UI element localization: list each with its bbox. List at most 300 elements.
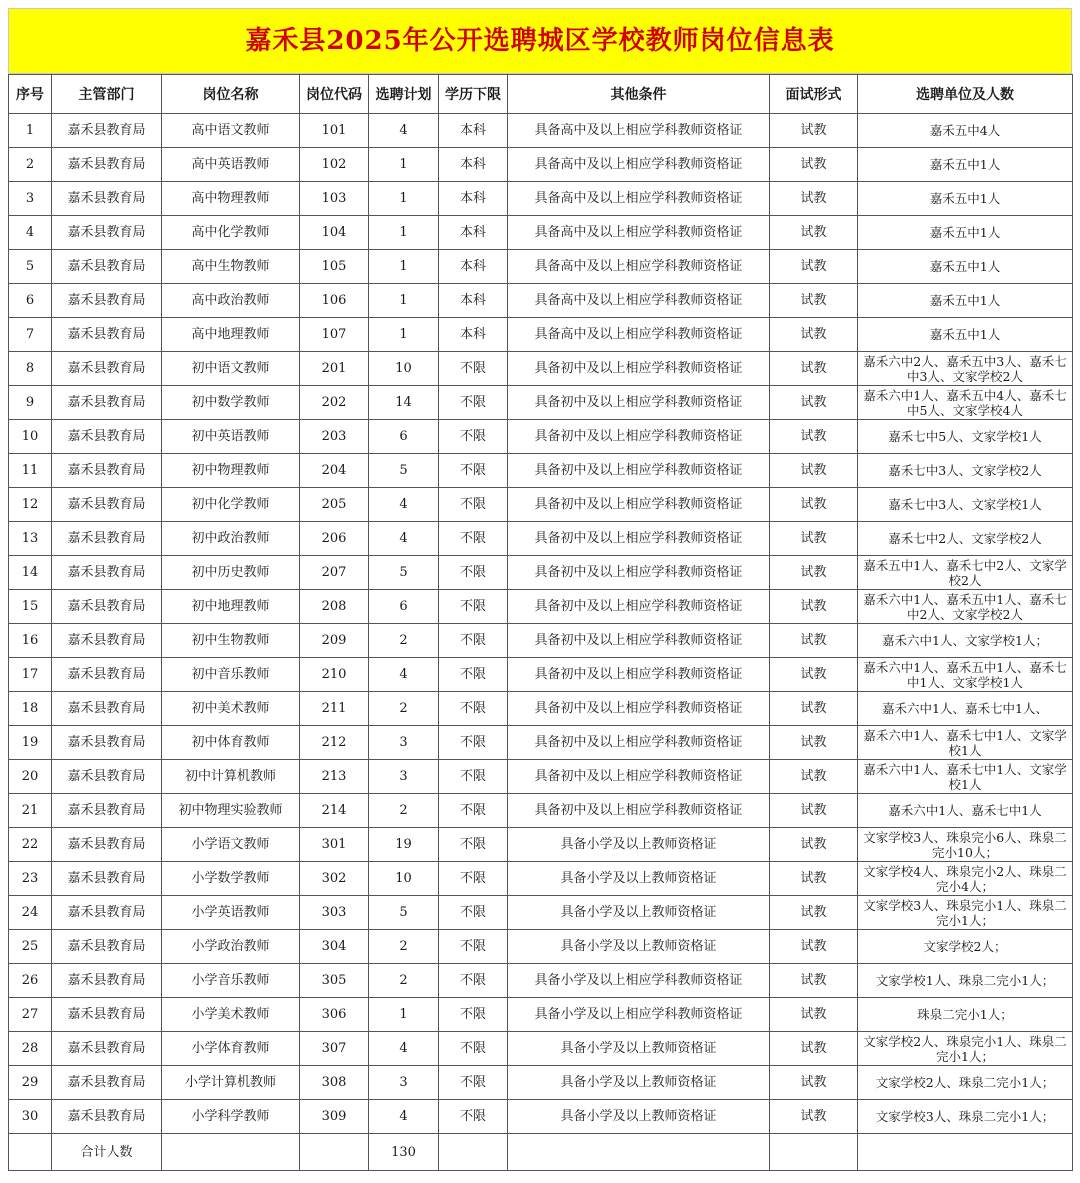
- cell-position-name: 初中英语教师: [162, 420, 300, 454]
- cell-position-code: 104: [300, 216, 369, 250]
- cell-interview: 试教: [770, 1066, 858, 1100]
- cell-conditions: 具备小学及以上教师资格证: [508, 1100, 770, 1134]
- cell-department: 嘉禾县教育局: [52, 148, 162, 182]
- cell-department: 嘉禾县教育局: [52, 828, 162, 862]
- cell-position-code: 102: [300, 148, 369, 182]
- cell-conditions: 具备初中及以上相应学科教师资格证: [508, 420, 770, 454]
- table-row: [9, 1100, 1073, 1134]
- cell-seq: 13: [9, 522, 52, 556]
- cell-units: 嘉禾六中1人、嘉禾七中1人、文家学校1人: [858, 726, 1073, 760]
- header-cell-position-name: 岗位名称: [162, 75, 300, 114]
- cell-plan: 2: [369, 624, 439, 658]
- cell-plan: 19: [369, 828, 439, 862]
- table-row: [9, 148, 1073, 182]
- cell-position-code: 201: [300, 352, 369, 386]
- cell-seq: 26: [9, 964, 52, 998]
- cell-conditions: 具备小学及以上教师资格证: [508, 828, 770, 862]
- cell-conditions: 具备初中及以上相应学科教师资格证: [508, 590, 770, 624]
- table-cell: [858, 1134, 1073, 1171]
- cell-plan: 4: [369, 114, 439, 148]
- table-row: [9, 556, 1073, 590]
- cell-units: 文家学校2人、珠泉完小1人、珠泉二完小1人；: [858, 1032, 1073, 1066]
- table-row: [9, 760, 1073, 794]
- cell-position-code: 103: [300, 182, 369, 216]
- cell-position-code: 301: [300, 828, 369, 862]
- cell-education: 不限: [439, 998, 508, 1032]
- cell-education: 本科: [439, 318, 508, 352]
- cell-department: 嘉禾县教育局: [52, 624, 162, 658]
- cell-interview: 试教: [770, 182, 858, 216]
- header-cell-plan: 选聘计划: [369, 75, 439, 114]
- table-row: [9, 420, 1073, 454]
- cell-interview: 试教: [770, 964, 858, 998]
- cell-seq: 22: [9, 828, 52, 862]
- cell-education: 不限: [439, 488, 508, 522]
- cell-units: 嘉禾七中3人、文家学校1人: [858, 488, 1073, 522]
- cell-position-code: 101: [300, 114, 369, 148]
- cell-position-code: 308: [300, 1066, 369, 1100]
- cell-position-name: 初中地理教师: [162, 590, 300, 624]
- cell-position-code: 106: [300, 284, 369, 318]
- cell-conditions: 具备小学及以上教师资格证: [508, 862, 770, 896]
- cell-position-name: 高中化学教师: [162, 216, 300, 250]
- table-cell: [770, 1134, 858, 1171]
- table-cell: [300, 1134, 369, 1171]
- cell-department: 嘉禾县教育局: [52, 556, 162, 590]
- cell-position-code: 303: [300, 896, 369, 930]
- header-cell-conditions: 其他条件: [508, 75, 770, 114]
- cell-education: 不限: [439, 590, 508, 624]
- cell-education: 不限: [439, 896, 508, 930]
- cell-position-code: 214: [300, 794, 369, 828]
- positions-table: [8, 74, 1073, 1171]
- cell-units: 文家学校3人、珠泉二完小1人；: [858, 1100, 1073, 1134]
- cell-seq: 7: [9, 318, 52, 352]
- cell-seq: 5: [9, 250, 52, 284]
- cell-department: 嘉禾县教育局: [52, 794, 162, 828]
- cell-position-name: 初中美术教师: [162, 692, 300, 726]
- cell-position-name: 初中生物教师: [162, 624, 300, 658]
- cell-units: 文家学校1人、珠泉二完小1人；: [858, 964, 1073, 998]
- cell-interview: 试教: [770, 862, 858, 896]
- cell-units: 嘉禾五中1人: [858, 318, 1073, 352]
- cell-conditions: 具备小学及以上相应学科教师资格证: [508, 964, 770, 998]
- cell-interview: 试教: [770, 828, 858, 862]
- cell-plan: 3: [369, 1066, 439, 1100]
- table-body: [9, 114, 1073, 1134]
- cell-department: 嘉禾县教育局: [52, 862, 162, 896]
- cell-conditions: 具备初中及以上相应学科教师资格证: [508, 352, 770, 386]
- cell-position-name: 高中英语教师: [162, 148, 300, 182]
- table-row: [9, 590, 1073, 624]
- cell-conditions: 具备小学及以上教师资格证: [508, 1066, 770, 1100]
- cell-plan: 10: [369, 862, 439, 896]
- cell-plan: 10: [369, 352, 439, 386]
- cell-education: 不限: [439, 386, 508, 420]
- cell-position-name: 小学政治教师: [162, 930, 300, 964]
- cell-interview: 试教: [770, 658, 858, 692]
- cell-units: 嘉禾五中1人: [858, 216, 1073, 250]
- cell-department: 嘉禾县教育局: [52, 114, 162, 148]
- cell-education: 不限: [439, 930, 508, 964]
- cell-interview: 试教: [770, 488, 858, 522]
- cell-interview: 试教: [770, 896, 858, 930]
- cell-interview: 试教: [770, 624, 858, 658]
- cell-conditions: 具备小学及以上教师资格证: [508, 896, 770, 930]
- cell-education: 本科: [439, 216, 508, 250]
- table-row: [9, 1066, 1073, 1100]
- cell-conditions: 具备高中及以上相应学科教师资格证: [508, 114, 770, 148]
- cell-interview: 试教: [770, 1032, 858, 1066]
- table-row: [9, 794, 1073, 828]
- cell-position-name: 初中物理教师: [162, 454, 300, 488]
- cell-seq: 4: [9, 216, 52, 250]
- cell-seq: 28: [9, 1032, 52, 1066]
- cell-seq: 9: [9, 386, 52, 420]
- cell-department: 嘉禾县教育局: [52, 998, 162, 1032]
- cell-interview: 试教: [770, 522, 858, 556]
- table-cell: [508, 1134, 770, 1171]
- cell-conditions: 具备初中及以上相应学科教师资格证: [508, 522, 770, 556]
- cell-department: 嘉禾县教育局: [52, 930, 162, 964]
- cell-plan: 1: [369, 250, 439, 284]
- cell-conditions: 具备高中及以上相应学科教师资格证: [508, 250, 770, 284]
- cell-plan: 1: [369, 182, 439, 216]
- table-row: [9, 386, 1073, 420]
- table-cell: [162, 1134, 300, 1171]
- cell-seq: 25: [9, 930, 52, 964]
- cell-units: 珠泉二完小1人；: [858, 998, 1073, 1032]
- header-cell-position-code: 岗位代码: [300, 75, 369, 114]
- cell-seq: 30: [9, 1100, 52, 1134]
- table-row: [9, 726, 1073, 760]
- cell-interview: 试教: [770, 760, 858, 794]
- header-row: [9, 75, 1073, 114]
- table-row: [9, 828, 1073, 862]
- cell-seq: 8: [9, 352, 52, 386]
- cell-units: 嘉禾七中3人、文家学校2人: [858, 454, 1073, 488]
- cell-position-name: 初中历史教师: [162, 556, 300, 590]
- cell-position-name: 小学语文教师: [162, 828, 300, 862]
- cell-interview: 试教: [770, 420, 858, 454]
- cell-department: 嘉禾县教育局: [52, 964, 162, 998]
- cell-education: 不限: [439, 760, 508, 794]
- table-row: [9, 352, 1073, 386]
- table-row: [9, 964, 1073, 998]
- cell-education: 不限: [439, 692, 508, 726]
- cell-interview: 试教: [770, 216, 858, 250]
- cell-units: 文家学校2人、珠泉二完小1人；: [858, 1066, 1073, 1100]
- cell-seq: 18: [9, 692, 52, 726]
- cell-units: 嘉禾五中1人、嘉禾七中2人、文家学校2人: [858, 556, 1073, 590]
- cell-department: 嘉禾县教育局: [52, 590, 162, 624]
- cell-interview: 试教: [770, 352, 858, 386]
- cell-plan: 4: [369, 488, 439, 522]
- table-row: [9, 522, 1073, 556]
- cell-department: 嘉禾县教育局: [52, 1100, 162, 1134]
- cell-position-code: 204: [300, 454, 369, 488]
- cell-position-code: 207: [300, 556, 369, 590]
- cell-education: 本科: [439, 284, 508, 318]
- cell-plan: 6: [369, 590, 439, 624]
- cell-education: 本科: [439, 114, 508, 148]
- cell-interview: 试教: [770, 590, 858, 624]
- cell-department: 嘉禾县教育局: [52, 488, 162, 522]
- table-row: [9, 624, 1073, 658]
- cell-plan: 5: [369, 556, 439, 590]
- cell-units: 嘉禾六中2人、嘉禾五中3人、嘉禾七中3人、文家学校2人: [858, 352, 1073, 386]
- cell-units: 嘉禾六中1人、嘉禾五中1人、嘉禾七中1人、文家学校1人: [858, 658, 1073, 692]
- total-value: 130: [369, 1134, 439, 1171]
- table-row: [9, 658, 1073, 692]
- cell-plan: 14: [369, 386, 439, 420]
- header-cell-education: 学历下限: [439, 75, 508, 114]
- cell-plan: 5: [369, 896, 439, 930]
- cell-seq: 14: [9, 556, 52, 590]
- cell-plan: 2: [369, 930, 439, 964]
- cell-position-name: 高中地理教师: [162, 318, 300, 352]
- cell-education: 本科: [439, 148, 508, 182]
- cell-conditions: 具备高中及以上相应学科教师资格证: [508, 182, 770, 216]
- cell-position-code: 213: [300, 760, 369, 794]
- cell-units: 嘉禾五中1人: [858, 148, 1073, 182]
- cell-conditions: 具备初中及以上相应学科教师资格证: [508, 386, 770, 420]
- cell-education: 不限: [439, 828, 508, 862]
- cell-position-name: 初中计算机教师: [162, 760, 300, 794]
- cell-education: 不限: [439, 1032, 508, 1066]
- cell-position-name: 初中物理实验教师: [162, 794, 300, 828]
- cell-department: 嘉禾县教育局: [52, 454, 162, 488]
- table-row: [9, 182, 1073, 216]
- cell-plan: 1: [369, 318, 439, 352]
- cell-conditions: 具备小学及以上教师资格证: [508, 1032, 770, 1066]
- total-label: 合计人数: [52, 1134, 162, 1171]
- cell-position-code: 209: [300, 624, 369, 658]
- cell-education: 不限: [439, 454, 508, 488]
- cell-position-code: 208: [300, 590, 369, 624]
- spreadsheet: [8, 8, 1072, 1171]
- cell-conditions: 具备小学及以上相应学科教师资格证: [508, 998, 770, 1032]
- cell-interview: 试教: [770, 318, 858, 352]
- cell-position-name: 高中语文教师: [162, 114, 300, 148]
- cell-units: 嘉禾五中1人: [858, 182, 1073, 216]
- cell-units: 文家学校3人、珠泉完小1人、珠泉二完小1人；: [858, 896, 1073, 930]
- cell-units: 文家学校2人；: [858, 930, 1073, 964]
- cell-units: 文家学校3人、珠泉完小6人、珠泉二完小10人；: [858, 828, 1073, 862]
- cell-seq: 16: [9, 624, 52, 658]
- cell-interview: 试教: [770, 692, 858, 726]
- cell-department: 嘉禾县教育局: [52, 284, 162, 318]
- cell-interview: 试教: [770, 250, 858, 284]
- cell-plan: 1: [369, 148, 439, 182]
- cell-education: 不限: [439, 624, 508, 658]
- cell-interview: 试教: [770, 556, 858, 590]
- cell-position-name: 小学体育教师: [162, 1032, 300, 1066]
- cell-conditions: 具备高中及以上相应学科教师资格证: [508, 318, 770, 352]
- cell-interview: 试教: [770, 454, 858, 488]
- cell-seq: 3: [9, 182, 52, 216]
- cell-plan: 2: [369, 692, 439, 726]
- cell-seq: 1: [9, 114, 52, 148]
- cell-conditions: 具备初中及以上相应学科教师资格证: [508, 624, 770, 658]
- table-cell: [439, 1134, 508, 1171]
- cell-plan: 1: [369, 998, 439, 1032]
- table-row: [9, 216, 1073, 250]
- cell-conditions: 具备初中及以上相应学科教师资格证: [508, 556, 770, 590]
- table-row: [9, 284, 1073, 318]
- cell-position-name: 小学科学教师: [162, 1100, 300, 1134]
- cell-department: 嘉禾县教育局: [52, 896, 162, 930]
- cell-education: 不限: [439, 794, 508, 828]
- header-cell-seq: 序号: [9, 75, 52, 114]
- cell-seq: 23: [9, 862, 52, 896]
- cell-conditions: 具备初中及以上相应学科教师资格证: [508, 488, 770, 522]
- cell-position-code: 306: [300, 998, 369, 1032]
- cell-plan: 4: [369, 658, 439, 692]
- cell-education: 不限: [439, 556, 508, 590]
- cell-interview: 试教: [770, 386, 858, 420]
- cell-seq: 17: [9, 658, 52, 692]
- cell-conditions: 具备高中及以上相应学科教师资格证: [508, 148, 770, 182]
- cell-position-name: 高中生物教师: [162, 250, 300, 284]
- cell-plan: 1: [369, 284, 439, 318]
- header-cell-units: 选聘单位及人数: [858, 75, 1073, 114]
- cell-seq: 6: [9, 284, 52, 318]
- cell-conditions: 具备初中及以上相应学科教师资格证: [508, 692, 770, 726]
- cell-conditions: 具备高中及以上相应学科教师资格证: [508, 284, 770, 318]
- table-row: [9, 1032, 1073, 1066]
- cell-position-code: 212: [300, 726, 369, 760]
- cell-position-name: 小学数学教师: [162, 862, 300, 896]
- cell-department: 嘉禾县教育局: [52, 1032, 162, 1066]
- cell-education: 本科: [439, 250, 508, 284]
- cell-position-name: 初中化学教师: [162, 488, 300, 522]
- cell-department: 嘉禾县教育局: [52, 522, 162, 556]
- cell-conditions: 具备初中及以上相应学科教师资格证: [508, 454, 770, 488]
- table-row: [9, 692, 1073, 726]
- table-row: [9, 114, 1073, 148]
- cell-plan: 1: [369, 216, 439, 250]
- cell-plan: 2: [369, 794, 439, 828]
- cell-department: 嘉禾县教育局: [52, 692, 162, 726]
- cell-units: 文家学校4人、珠泉完小2人、珠泉二完小4人；: [858, 862, 1073, 896]
- cell-seq: 12: [9, 488, 52, 522]
- cell-units: 嘉禾六中1人、嘉禾七中1人: [858, 794, 1073, 828]
- table-cell: [9, 1134, 52, 1171]
- cell-position-code: 107: [300, 318, 369, 352]
- cell-education: 不限: [439, 1100, 508, 1134]
- cell-seq: 10: [9, 420, 52, 454]
- cell-conditions: 具备初中及以上相应学科教师资格证: [508, 726, 770, 760]
- cell-position-name: 小学音乐教师: [162, 964, 300, 998]
- cell-position-name: 小学英语教师: [162, 896, 300, 930]
- cell-conditions: 具备初中及以上相应学科教师资格证: [508, 794, 770, 828]
- cell-position-code: 302: [300, 862, 369, 896]
- cell-position-name: 初中语文教师: [162, 352, 300, 386]
- cell-interview: 试教: [770, 148, 858, 182]
- cell-position-code: 305: [300, 964, 369, 998]
- cell-seq: 11: [9, 454, 52, 488]
- cell-conditions: 具备初中及以上相应学科教师资格证: [508, 658, 770, 692]
- cell-education: 不限: [439, 352, 508, 386]
- table-row: [9, 896, 1073, 930]
- cell-units: 嘉禾六中1人、嘉禾五中1人、嘉禾七中2人、文家学校2人: [858, 590, 1073, 624]
- cell-plan: 5: [369, 454, 439, 488]
- cell-department: 嘉禾县教育局: [52, 352, 162, 386]
- cell-position-code: 203: [300, 420, 369, 454]
- cell-department: 嘉禾县教育局: [52, 1066, 162, 1100]
- cell-interview: 试教: [770, 930, 858, 964]
- table-row: [9, 454, 1073, 488]
- table-row: [9, 998, 1073, 1032]
- cell-plan: 2: [369, 964, 439, 998]
- cell-plan: 4: [369, 1032, 439, 1066]
- cell-position-name: 初中数学教师: [162, 386, 300, 420]
- cell-seq: 24: [9, 896, 52, 930]
- cell-units: 嘉禾五中1人: [858, 284, 1073, 318]
- cell-plan: 4: [369, 522, 439, 556]
- cell-position-name: 高中政治教师: [162, 284, 300, 318]
- cell-seq: 19: [9, 726, 52, 760]
- cell-education: 不限: [439, 964, 508, 998]
- cell-position-code: 304: [300, 930, 369, 964]
- cell-education: 不限: [439, 420, 508, 454]
- table-row: [9, 250, 1073, 284]
- cell-seq: 29: [9, 1066, 52, 1100]
- cell-department: 嘉禾县教育局: [52, 760, 162, 794]
- cell-education: 不限: [439, 862, 508, 896]
- cell-position-code: 206: [300, 522, 369, 556]
- cell-conditions: 具备初中及以上相应学科教师资格证: [508, 760, 770, 794]
- table-row: [9, 488, 1073, 522]
- cell-education: 不限: [439, 522, 508, 556]
- cell-education: 不限: [439, 1066, 508, 1100]
- cell-position-name: 小学美术教师: [162, 998, 300, 1032]
- cell-interview: 试教: [770, 794, 858, 828]
- cell-units: 嘉禾六中1人、嘉禾七中1人、: [858, 692, 1073, 726]
- header-cell-department: 主管部门: [52, 75, 162, 114]
- cell-department: 嘉禾县教育局: [52, 182, 162, 216]
- cell-position-code: 307: [300, 1032, 369, 1066]
- total-row: [9, 1134, 1073, 1171]
- cell-seq: 2: [9, 148, 52, 182]
- cell-units: 嘉禾六中1人、嘉禾七中1人、文家学校1人: [858, 760, 1073, 794]
- cell-position-code: 211: [300, 692, 369, 726]
- cell-position-name: 高中物理教师: [162, 182, 300, 216]
- cell-seq: 27: [9, 998, 52, 1032]
- cell-position-code: 309: [300, 1100, 369, 1134]
- cell-education: 本科: [439, 182, 508, 216]
- table-row: [9, 318, 1073, 352]
- cell-department: 嘉禾县教育局: [52, 386, 162, 420]
- cell-units: 嘉禾六中1人、文家学校1人；: [858, 624, 1073, 658]
- cell-department: 嘉禾县教育局: [52, 250, 162, 284]
- cell-position-name: 初中政治教师: [162, 522, 300, 556]
- cell-units: 嘉禾七中2人、文家学校2人: [858, 522, 1073, 556]
- cell-seq: 21: [9, 794, 52, 828]
- cell-department: 嘉禾县教育局: [52, 726, 162, 760]
- cell-units: 嘉禾五中4人: [858, 114, 1073, 148]
- cell-interview: 试教: [770, 284, 858, 318]
- page-title: 嘉禾县2025年公开选聘城区学校教师岗位信息表: [8, 8, 1072, 74]
- header-cell-interview: 面试形式: [770, 75, 858, 114]
- cell-plan: 4: [369, 1100, 439, 1134]
- cell-education: 不限: [439, 658, 508, 692]
- cell-plan: 6: [369, 420, 439, 454]
- cell-education: 不限: [439, 726, 508, 760]
- cell-conditions: 具备小学及以上教师资格证: [508, 930, 770, 964]
- cell-interview: 试教: [770, 114, 858, 148]
